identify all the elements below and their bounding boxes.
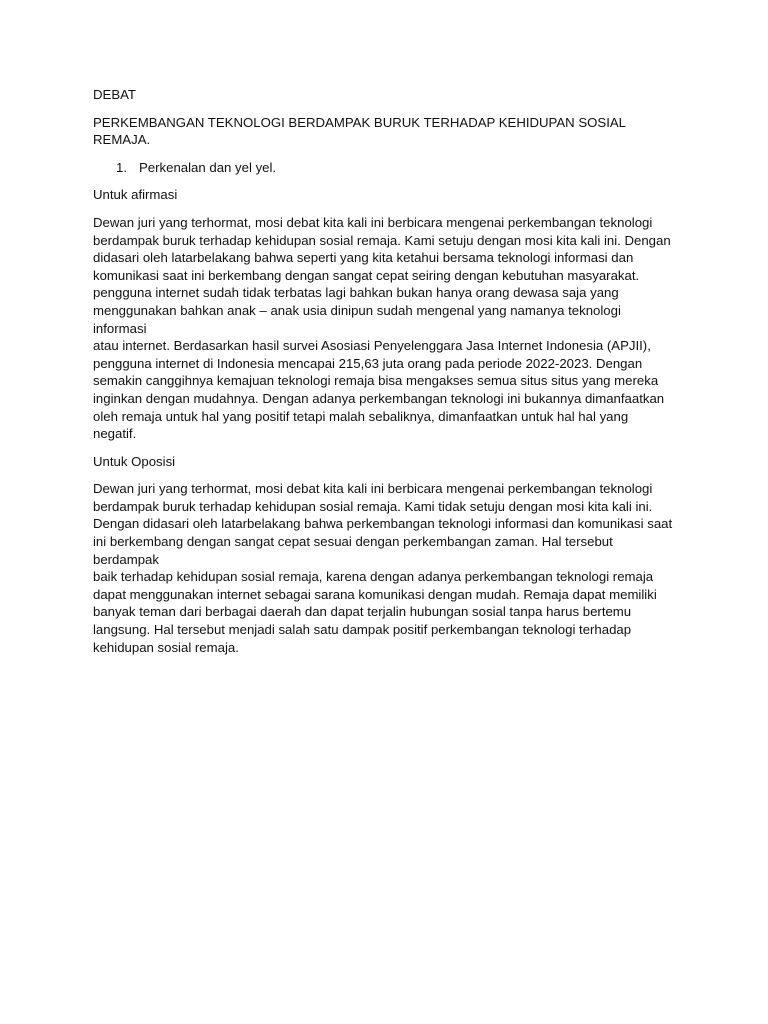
affirmative-line: semakin canggihnya kemajuan teknologi remaja bisa mengakses semua situs situs yang mereka [93,373,659,389]
affirmative-paragraph [93,214,673,443]
affirmative-line: atau internet. Berdasarkan hasil survei Asosiasi Penyelenggara Jasa Internet Indonesia (APJII), [93,338,651,354]
opposition-line: ini berkembang dengan sangat cepat sesuai dengan perkembangan zaman. Hal tersebut berdampak [93,534,613,567]
opposition-paragraph [93,480,673,656]
list-item-text: Perkenalan dan yel yel. [139,159,277,175]
opposition-line: baik terhadap kehidupan sosial remaja, karena dengan adanya perkembangan teknologi remaja [93,569,654,585]
debate-motion: PERKEMBANGAN TEKNOLOGI BERDAMPAK BURUK TERHADAP KEHIDUPAN SOSIAL REMAJA. [93,114,626,148]
list-item [93,159,673,177]
affirmative-line: Dewan juri yang terhormat, mosi debat kita kali ini berbicara mengenai perkembangan teknologi [93,214,653,230]
opposition-line: kehidupan sosial remaja. [93,639,239,655]
document-title: DEBAT [93,87,136,102]
affirmative-heading: Untuk afirmasi [93,187,178,203]
opposition-heading: Untuk Oposisi [93,453,176,469]
opposition-line: Dengan didasari oleh latarbelakang bahwa perkembangan teknologi informasi dan komunikasi saat [93,516,673,532]
opposition-line: berdampak buruk terhadap kehidupan sosial remaja. Kami tidak setuju dengan mosi kita kali ini. [93,498,653,514]
affirmative-line: pengguna internet sudah tidak terbatas lagi bahkan bukan hanya orang dewasa saja yang [93,285,619,301]
opposition-line: langsung. Hal tersebut menjadi salah satu dampak positif perkembangan teknologi terhadap [93,622,632,638]
list-item-number: 1. [116,159,127,175]
affirmative-line: oleh remaja untuk hal yang positif tetapi malah sebaliknya, dimanfaatkan untuk hal hal yang negatif. [93,408,629,442]
opposition-line: dapat menggunakan internet sebagai sarana komunikasi dengan mudah. Remaja dapat memiliki [93,586,657,602]
affirmative-line: inginkan dengan mudahnya. Dengan adanya perkembangan teknologi ini bukannya dimanfaatkan [93,390,665,406]
affirmative-line: didasari oleh latarbelakang bahwa seperti yang kita ketahui bersama teknologi informasi dan [93,250,634,266]
affirmative-line: pengguna internet di Indonesia mencapai 215,63 juta orang pada periode 2022-2023. Dengan [93,355,643,371]
document-body [93,86,673,666]
numbered-list [93,159,673,177]
affirmative-line: berdampak buruk terhadap kehidupan sosial remaja. Kami setuju dengan mosi kita kali ini. Dengan [93,232,671,248]
opposition-line: banyak teman dari berbagai daerah dan dapat terjalin hubungan sosial tanpa harus bertemu [93,604,632,620]
affirmative-line: menggunakan bahkan anak – anak usia dinipun sudah mengenal yang namanya teknologi informasi [93,302,621,336]
opposition-line: Dewan juri yang terhormat, mosi debat kita kali ini berbicara mengenai perkembangan teknologi [93,481,653,497]
affirmative-line: komunikasi saat ini berkembang dengan sangat cepat seiring dengan kebutuhan masyarakat. [93,267,640,283]
